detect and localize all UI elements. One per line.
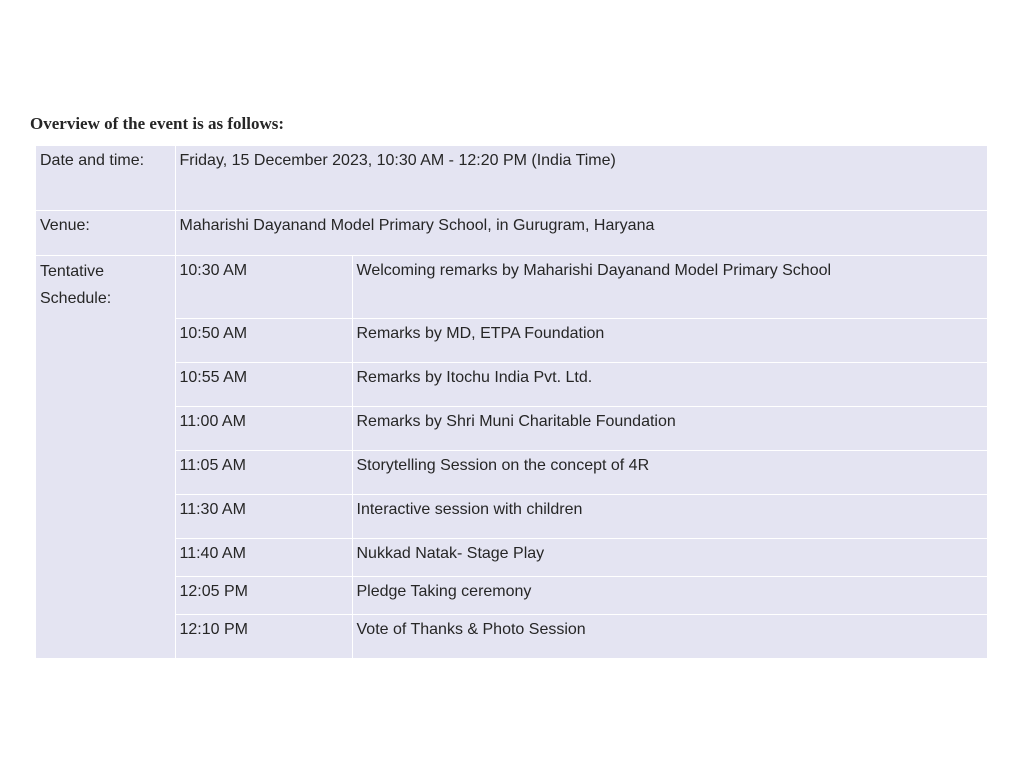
schedule-time: 12:05 PM [176,576,353,614]
schedule-label-line1: Tentative [40,263,105,280]
schedule-time: 11:30 AM [176,494,353,538]
schedule-item [176,406,988,450]
schedule-item [176,538,988,576]
schedule-time: 11:00 AM [176,406,353,450]
event-overview-table [36,146,987,658]
schedule-time: 10:30 AM [176,256,353,318]
schedule-row [36,256,987,659]
schedule-item [176,450,988,494]
schedule-item [176,576,988,614]
schedule-time: 11:40 AM [176,538,353,576]
schedule-activity: Welcoming remarks by Maharishi Dayanand Model Primary School [352,256,987,318]
schedule-label [36,256,175,659]
schedule-activity: Interactive session with children [352,494,987,538]
schedule-activity: Storytelling Session on the concept of 4R [352,450,987,494]
schedule-time: 10:50 AM [176,318,353,362]
date-time-label: Date and time: [36,146,175,211]
schedule-time: 12:10 PM [176,614,353,658]
schedule-item [176,318,988,362]
schedule-time: 11:05 AM [176,450,353,494]
schedule-cell [175,256,987,659]
schedule-activity: Remarks by MD, ETPA Foundation [352,318,987,362]
schedule-item [176,614,988,658]
schedule-activity: Nukkad Natak- Stage Play [352,538,987,576]
schedule-activity: Pledge Taking ceremony [352,576,987,614]
schedule-activity: Remarks by Itochu India Pvt. Ltd. [352,362,987,406]
schedule-item [176,256,988,318]
date-time-value: Friday, 15 December 2023, 10:30 AM - 12:20 PM (India Time) [175,146,987,211]
schedule-activity: Vote of Thanks & Photo Session [356,620,586,638]
schedule-table [176,256,988,658]
schedule-activity: Remarks by Shri Muni Charitable Foundation [352,406,987,450]
venue-label: Venue: [36,211,175,256]
date-time-row [36,146,987,211]
overview-heading: Overview of the event is as follows: [30,114,285,133]
schedule-label-line2: Schedule: [40,290,112,307]
schedule-item [176,494,988,538]
venue-value: Maharishi Dayanand Model Primary School, in Gurugram, Haryana [175,211,987,256]
venue-row [36,211,987,256]
schedule-item [176,362,988,406]
schedule-time: 10:55 AM [176,362,353,406]
